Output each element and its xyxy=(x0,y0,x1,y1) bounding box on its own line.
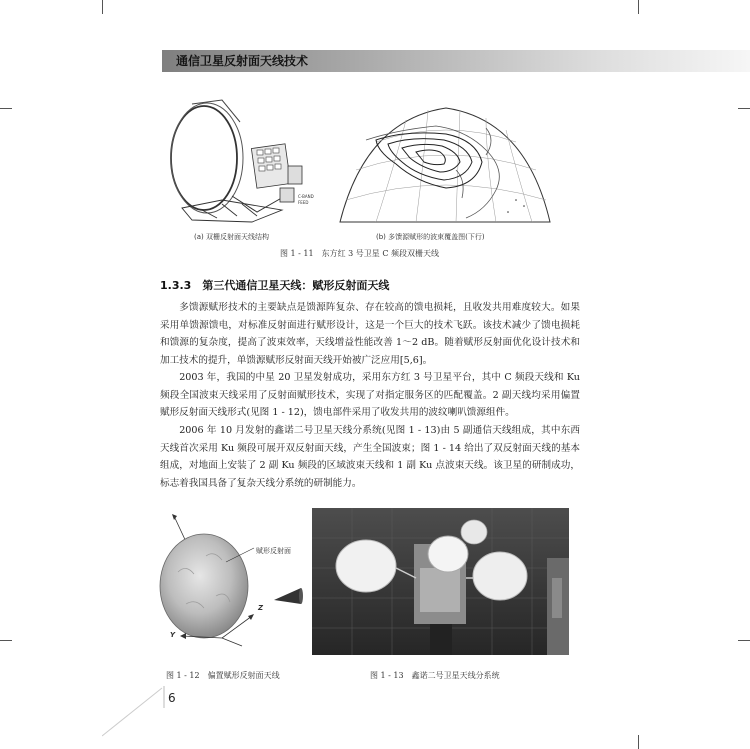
page-number: 6 xyxy=(168,691,176,705)
crop-mark xyxy=(0,108,12,109)
crop-mark xyxy=(738,640,750,641)
crop-mark xyxy=(638,735,639,749)
figure-1-11b-subcaption: (b) 多馈源赋形的波束覆盖图(下行) xyxy=(376,233,485,241)
figure-1-11a-drawing xyxy=(162,92,322,230)
body-paragraph xyxy=(160,422,580,492)
crop-mark xyxy=(638,0,639,14)
footer-ornament xyxy=(102,680,192,740)
crop-mark xyxy=(0,640,12,641)
figure-1-11b-coverage-map xyxy=(336,100,554,228)
axis-y-label: Y xyxy=(170,631,176,639)
section-heading: 1.3.3 第三代通信卫星天线：赋形反射面天线 xyxy=(160,279,390,292)
body-paragraph xyxy=(160,299,580,369)
figure-1-11a-subcaption: (a) 双栅反射面天线结构 xyxy=(194,233,269,241)
header-title: 通信卫星反射面天线技术 xyxy=(176,54,309,68)
figure-1-12-caption: 图 1 - 12 偏置赋形反射面天线 xyxy=(166,671,280,680)
axis-z-label: Z xyxy=(258,604,264,612)
crop-mark xyxy=(738,108,750,109)
figure-1-11-caption: 图 1 - 11 东方红 3 号卫星 C 频段双栅天线 xyxy=(280,249,439,258)
figure-1-12-drawing xyxy=(156,512,306,652)
paragraph-2: 2003 年，我国的中星 20 卫星发射成功，采用东方红 3 号卫星平台，其中 C 频段天线和 Ku 频段全国波束天线采用了反射面赋形技术，实现了对指定服务区的匹配覆盖。2 副天线均采用偏置赋形反射面天线形式(见图 1 - 12)，馈电部件采用了收发共用的波纹喇叭馈源组件。 xyxy=(160,372,580,418)
paragraph-3: 2006 年 10 月发射的鑫诺二号卫星天线分系统(见图 1 - 13)由 5 副通信天线组成，其中东西天线首次采用 Ku 频段可展开双反射面天线，产生全国波束；图 1 - 14 给出了双反射面天线的基本组成，对地面上安装了 2 副 Ku 频段的区域波束天线和 1 副 Ku 点波束天线。该卫星的研制成功，标志着我国具备了复杂天线分系统的研制能力。 xyxy=(160,425,580,489)
crop-mark xyxy=(102,0,103,14)
shaped-reflector-label: 赋形反射面 xyxy=(256,547,291,555)
figure-1-13-photo xyxy=(312,508,569,655)
figure-1-13-caption: 图 1 - 13 鑫诺二号卫星天线分系统 xyxy=(370,671,500,680)
svg-text:FEED: FEED xyxy=(298,200,309,205)
paragraph-1: 多馈源赋形技术的主要缺点是馈源阵复杂、存在较高的馈电损耗，且收发共用难度较大。如果采用单馈源馈电，对标准反射面进行赋形设计，这是一个巨大的技术飞跃。该技术减少了馈电损耗和馈源的复杂度，提高了波束效率，天线增益性能改善 1～2 dB。随着赋形反射面优化设计技术和加工技术的提升，单馈源赋形反射面天线开始被广泛应用[5,6]。 xyxy=(160,302,580,366)
running-header xyxy=(162,50,750,72)
body-paragraph xyxy=(160,369,580,422)
svg-text:C-BAND: C-BAND xyxy=(298,194,314,199)
